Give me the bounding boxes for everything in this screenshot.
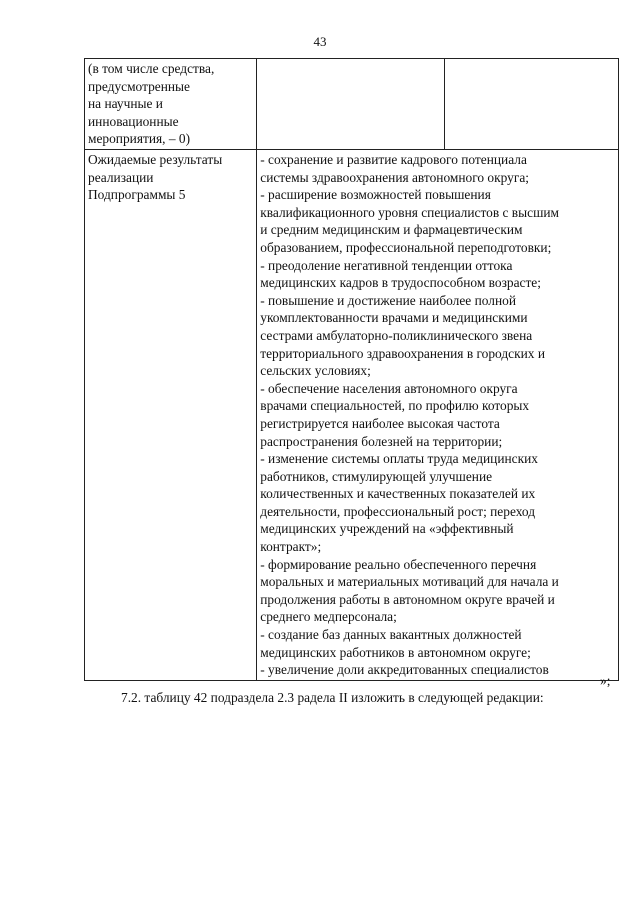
results-line: медицинских кадров в трудоспособном возрасте; [260, 275, 541, 291]
results-content-cell [257, 150, 619, 681]
results-line: укомплектованности врачами и медицинскими [260, 310, 528, 326]
results-line: - формирование реально обеспеченного перечня [260, 556, 537, 572]
results-line: территориального здравоохранения в городских и [260, 345, 545, 361]
results-line: - повышение и достижение наиболее полной [260, 292, 516, 308]
results-line: работников, стимулирующей улучшение [260, 468, 493, 484]
results-line: - сохранение и развитие кадрового потенциала [260, 152, 527, 167]
table-row-funding [85, 59, 619, 150]
results-line: продолжения работы в автономном округе врачей и [260, 591, 555, 607]
results-line: среднего медперсонала; [260, 609, 397, 625]
results-line: медицинских учреждений на «эффективный [260, 521, 514, 537]
results-line: - расширение возможностей повышения [260, 187, 491, 203]
results-label-line: Подпрограммы 5 [88, 187, 186, 203]
funding-label-line: (в том числе средства, [88, 61, 215, 76]
results-line: моральных и материальных мотиваций для начала и [260, 574, 559, 590]
results-line: количественных и качественных показателей их [260, 486, 536, 502]
funding-mid-cell [257, 59, 444, 150]
results-line: медицинских работников в автономном округе; [260, 644, 531, 660]
results-line: распространения болезней на территории; [260, 433, 503, 449]
funding-label-line: мероприятия, – 0) [88, 131, 191, 147]
results-label-line: Ожидаемые результаты [88, 152, 223, 167]
funding-label-line: инновационные [88, 113, 179, 129]
results-line: сельских условиях; [260, 363, 371, 379]
results-line: системы здравоохранения автономного округа; [260, 169, 530, 185]
results-line: врачами специальностей, по профилю которых [260, 398, 530, 414]
results-list [260, 151, 615, 679]
subprogram-table [84, 58, 619, 681]
results-line: контракт»; [260, 539, 322, 555]
results-line: квалификационного уровня специалистов с высшим [260, 204, 560, 220]
funding-label-cell [85, 59, 257, 150]
results-line: - преодоление негативной тенденции оттока [260, 257, 513, 273]
funding-label-line: на научные и [88, 96, 163, 112]
results-line: образованием, профессиональной переподготовки; [260, 239, 552, 255]
results-line: и средним медицинским и фармацевтическим [260, 222, 523, 238]
results-line: - изменение системы оплаты труда медицинских [260, 451, 538, 467]
amendment-instruction: 7.2. таблицу 42 подраздела 2.3 радела II изложить в следующей редакции: [121, 690, 544, 705]
page-number: 43 [313, 34, 327, 49]
results-line: регистрируется наиболее высокая частота [260, 415, 500, 431]
results-line: - создание баз данных вакантных должностей [260, 627, 522, 643]
funding-right-cell [444, 59, 618, 150]
funding-label-line: предусмотренные [88, 78, 190, 94]
closing-quote: »; [600, 673, 611, 688]
results-label-cell [85, 150, 257, 681]
results-line: сестрами амбулаторно-поликлинического звена [260, 327, 533, 343]
results-line: деятельности, профессиональный рост; переход [260, 503, 536, 519]
results-line: - обеспечение населения автономного округа [260, 380, 518, 396]
results-line: - увеличение доли аккредитованных специалистов [260, 662, 549, 678]
results-label-line: реализации [88, 169, 154, 185]
table-row-results [85, 150, 619, 681]
